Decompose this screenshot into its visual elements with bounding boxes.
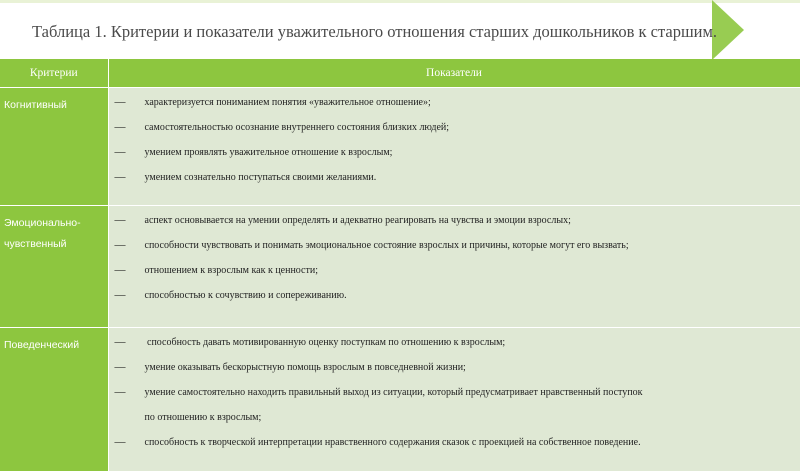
dash-bullet: —	[115, 233, 145, 257]
dash-bullet: —	[115, 355, 145, 379]
criterion-cell: Эмоционально-чувственный	[0, 206, 108, 328]
table-row-emotional	[0, 206, 800, 328]
list-item: — способность к творческой интерпретации нравственного содержания сказок с проекцией на собственное поведение.	[115, 430, 792, 455]
header-indicators: Показатели	[108, 59, 800, 88]
dash-bullet: —	[115, 165, 145, 189]
indicators-cell	[108, 328, 800, 471]
list-item: — умение самостоятельно находить правильный выход из ситуации, который предусматривает нравственный поступок	[115, 380, 792, 405]
dash-bullet: —	[115, 283, 145, 307]
indicators-cell	[108, 88, 800, 206]
criterion-cell: Когнитивный	[0, 88, 108, 206]
dash-bullet: —	[115, 430, 145, 454]
list-item: — умение оказывать бескорыстную помощь взрослым в повседневной жизни;	[115, 355, 792, 380]
table-row-cognitive	[0, 88, 800, 206]
list-item: — отношением к взрослым как к ценности;	[115, 258, 792, 283]
list-item: — умением сознательно поступаться своими желаниями.	[115, 165, 792, 190]
list-item: — способность давать мотивированную оценку поступкам по отношению к взрослым;	[115, 330, 792, 355]
list-item: — характеризуется пониманием понятия «уважительное отношение»;	[115, 90, 792, 115]
dash-bullet: —	[115, 90, 145, 114]
top-decor-bar	[0, 0, 800, 3]
indicators-cell	[108, 206, 800, 328]
dash-bullet: —	[115, 380, 145, 404]
dash-bullet: —	[115, 140, 145, 164]
table-row-behavioral	[0, 328, 800, 471]
list-item: — способности чувствовать и понимать эмоциональное состояние взрослых и причины, которые могут его вызвать;	[115, 233, 792, 258]
criteria-table	[0, 59, 800, 471]
dash-bullet: —	[115, 208, 145, 232]
dash-bullet: —	[115, 330, 145, 354]
list-item: по отношению к взрослым;	[115, 405, 792, 430]
list-item: — аспект основывается на умении определять и адекватно реагировать на чувства и эмоции взрослых;	[115, 208, 792, 233]
slide-title: Таблица 1. Критерии и показатели уважительного отношения старших дошкольников к старшим.	[32, 22, 717, 42]
criterion-cell: Поведенческий	[0, 328, 108, 471]
dash-bullet: —	[115, 258, 145, 282]
header-criteria: Критерии	[0, 59, 108, 88]
dash-bullet: —	[115, 115, 145, 139]
list-item: — способностью к сочувствию и сопереживанию.	[115, 283, 792, 308]
list-item: — самостоятельностью осознание внутреннего состояния близких людей;	[115, 115, 792, 140]
table-header-row	[0, 59, 800, 88]
list-item: — умением проявлять уважительное отношение к взрослым;	[115, 140, 792, 165]
